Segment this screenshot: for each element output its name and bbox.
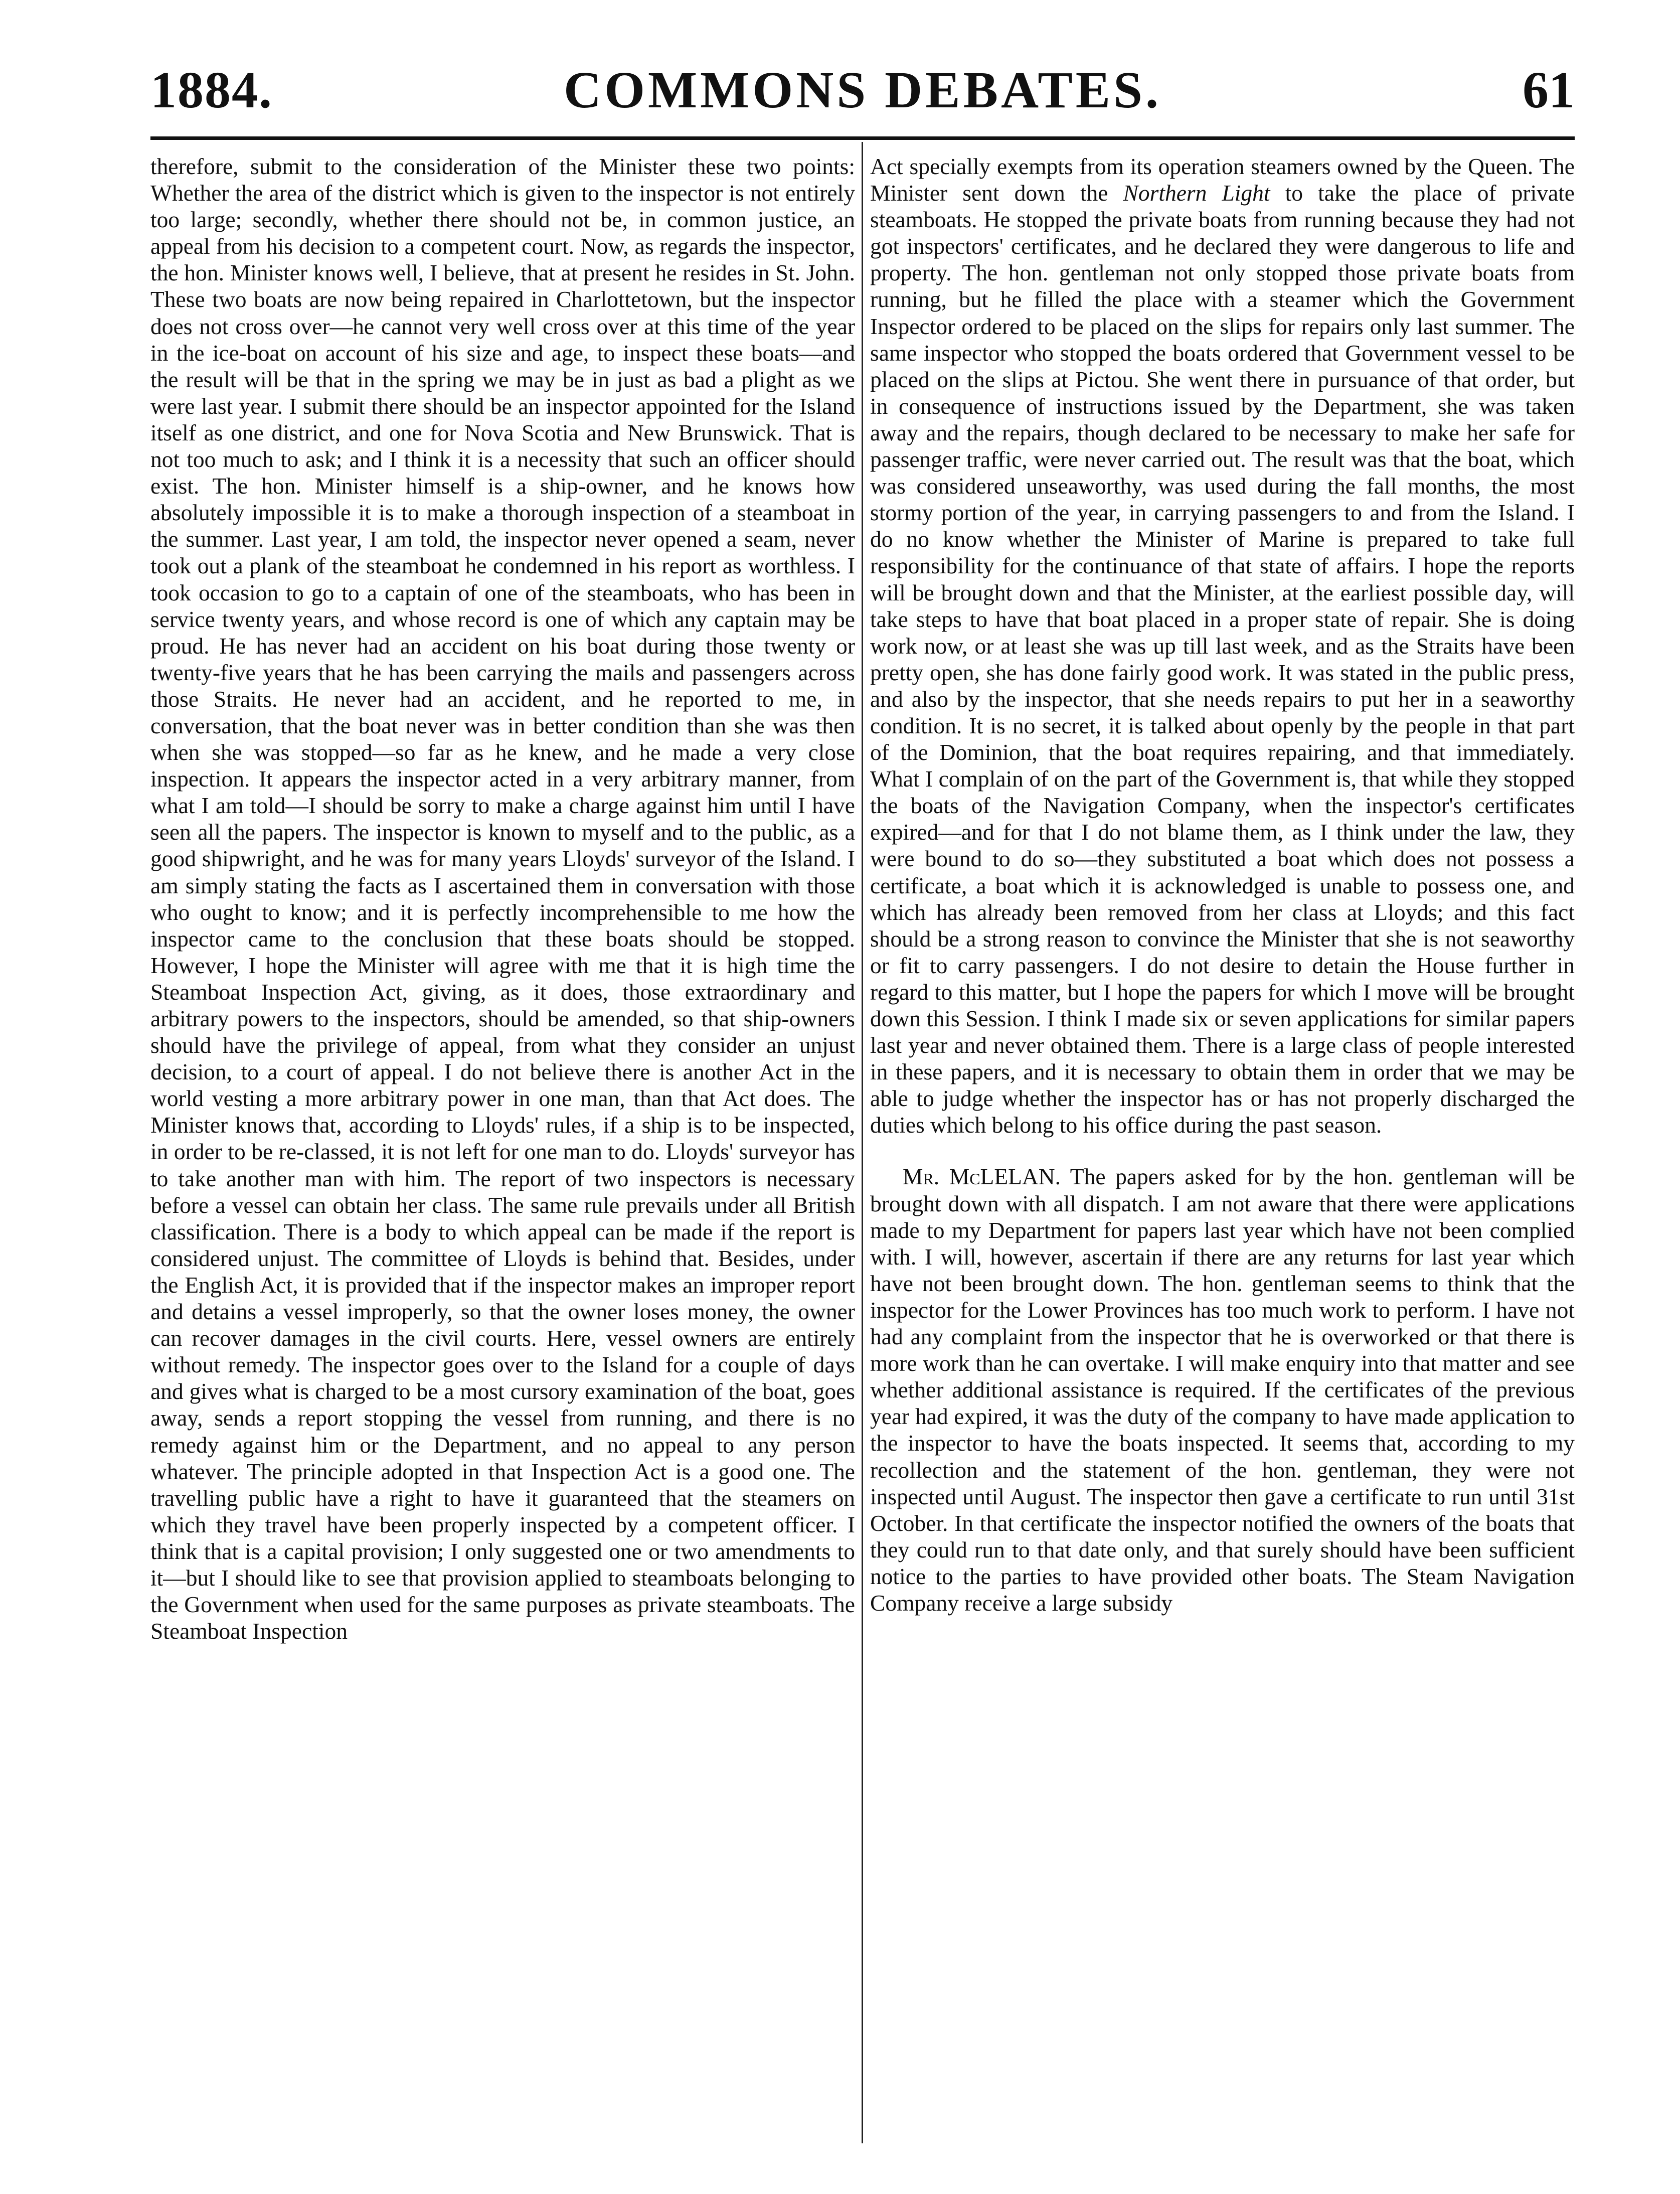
right-column xyxy=(870,153,1575,2139)
column-divider xyxy=(862,142,863,2143)
speaker-name: Mr. McLELAN. xyxy=(903,1164,1061,1190)
right-paragraph xyxy=(870,153,1575,1138)
left-column xyxy=(150,153,855,2139)
speech-paragraph xyxy=(870,1163,1575,1616)
ship-name: Northern Light xyxy=(1123,180,1270,206)
left-paragraph: therefore, submit to the consideration of the Minister these two points: Whether the area of the district which is given to the inspector is not entirely too large; secondly, whether there should not be, in common justice, an appeal from his decision to a competent court. Now, as regards the inspector, the hon. Minister knows well, I believe, that at present he resides in St. John. These two boats are now being repaired in Charlottetown, but the inspector does not cross over—he cannot very well cross over at this time of the year in the ice-boat on account of his size and age, to inspect these boats—and the result will be that in the spring we may be in just as bad a plight as we were last year. I submit there should be an inspector appointed for the Island itself as one district, and one for Nova Scotia and New Brunswick. That is not too much to ask; and I think it is a necessity that such an officer should exist. The hon. Minister himself is a ship-owner, and he knows how absolutely impossible it is to make a thorough inspection of a steamboat in the summer. Last year, I am told, the inspector never opened a seam, never took out a plank of the steamboat he condemned in his report as worthless. I took occasion to go to a captain of one of the steamboats, who has been in service twenty years, and whose record is one of which any captain may be proud. He has never had an accident on his boat during those twenty or twenty-five years that he has been carrying the mails and passengers across those Straits. He never had an accident, and he reported to me, in conversation, that the boat never was in better condition than she was then when she was stopped—so far as he knew, and he made a very close inspection. It appears the inspector acted in a very arbitrary manner, from what I am told—I should be sorry to make a charge against him until I have seen all the papers. The inspector is known to myself and to the public, as a good shipwright, and he was for many years Lloyds' surveyor of the Island. I am simply stating the facts as I ascertained them in conversation with those who ought to know; and it is perfectly incomprehensible to me how the inspector came to the conclusion that these boats should be stopped. However, I hope the Minister will agree with me that it is high time the Steamboat Inspection Act, giving, as it does, those extraordinary and arbitrary powers to the inspectors, should be amended, so that ship-owners should have the privilege of appeal, from what they consider an unjust decision, to a court of appeal. I do not believe there is another Act in the world vesting a more arbitrary power in one man, than that Act does. The Minister knows that, according to Lloyds' rules, if a ship is to be inspected, in order to be re-classed, it is not left for one man to do. Lloyds' surveyor has to take another man with him. The report of two inspectors is necessary before a vessel can obtain her class. The same rule prevails under all British classification. There is a body to which appeal can be made if the report is considered unjust. The committee of Lloyds is behind that. Besides, under the English Act, it is provided that if the inspector makes an improper report and detains a vessel improperly, so that the owner loses money, the owner can recover damages in the civil courts. Here, vessel owners are entirely without remedy. The inspector goes over to the Island for a couple of days and gives what is charged to be a most cursory examination of the boat, goes away, sends a report stopping the vessel from running, and there is no remedy against him or the Department, and no appeal to any person whatever. The principle adopted in that Inspection Act is a good one. The travelling public have a right to have it guaranteed that the steamers on which they travel have been properly inspected by a competent officer. I think that is a capital provision; I only suggested one or two amendments to it—but I should like to see that provision applied to steamboats belonging to the Government when used for the same purposes as private steamboats. The Steamboat Inspection xyxy=(150,153,855,1644)
page-header xyxy=(150,60,1575,135)
page-number: 61 xyxy=(1523,61,1575,119)
speech-text: The papers asked for by the hon. gentleman will be brought down with all dispatch. I am not aware that there were applications made to my Department for papers last year which have not been complied with. I will, however, ascertain if there are any returns for last year which have not been brought down. The hon. gentleman seems to think that the inspector for the Lower Provinces has too much work to perform. I have not had any complaint from the inspector that he is overworked or that there is more work than he can overtake. I will make enquiry into that matter and see whether additional assistance is required. If the certificates of the previous year had expired, it was the duty of the company to have made application to the inspector to have the boats inspected. It seems that, according to my recollection and the statement of the hon. gentleman, they were not inspected until August. The inspector then gave a certificate to run until 31st October. In that certificate the inspector notified the owners of the boats that they could run to that date only, and that surely should have been sufficient notice to the parties to have provided other boats. The Steam Navigation Company receive a large subsidy xyxy=(870,1164,1575,1616)
publication-title: COMMONS DEBATES. xyxy=(564,61,1161,119)
paragraph-text: to take the place of private steamboats. He stopped the private boats from running because they had not got inspectors' certificates, and he declared they were dangerous to life and property. The hon. gentleman not only stopped those private boats from running, but he filled the place with a steamer which the Government Inspector ordered to be placed on the slips for repairs only last summer. The same inspector who stopped the boats ordered that Government vessel to be placed on the slips at Pictou. She went there in pursuance of that order, but in consequence of instructions issued by the Department, she was taken away and the repairs, though declared to be necessary to make her safe for passenger traffic, were never carried out. The result was that the boat, which was considered unseaworthy, was used during the fall months, the most stormy portion of the year, in carrying passengers to and from the Island. I do no know whether the Minister of Marine is prepared to take full responsibility for the continuance of that state of affairs. I hope the reports will be brought down and that the Minister, at the earliest possible day, will take steps to have that boat placed in a proper state of repair. She is doing work now, or at least she was up till last week, and as the Straits have been pretty open, she has done fairly good work. It was stated in the public press, and also by the inspector, that she needs repairs to put her in a seaworthy condition. It is no secret, it is talked about openly by the people in that part of the Dominion, that the boat requires repairing, and that immediately. What I complain of on the part of the Government is, that while they stopped the boats of the Navigation Company, when the inspector's certificates expired—and for that I do not blame them, as I think under the law, they were bound to do so—they substituted a boat which does not possess a certificate, a boat which it is acknowledged is unable to possess one, and which has already been removed from her class at Lloyds; and this fact should be a strong reason to convince the Minister that she is not seaworthy or fit to carry passengers. I do not desire to detain the House further in regard to this matter, but I hope the papers for which I move will be brought down this Session. I think I made six or seven applications for similar papers last year and never obtained them. There is a large class of people interested in these papers, and it is necessary to obtain them in order that we may be able to judge whether the inspector has or has not properly discharged the duties which belong to his office during the past season. xyxy=(870,180,1575,1138)
year-label: 1884. xyxy=(150,61,273,119)
header-rule xyxy=(150,136,1575,140)
paragraph-text: Act specially exempts from its operation steamers owned by the Queen. The Minister sent down the xyxy=(870,153,1575,206)
